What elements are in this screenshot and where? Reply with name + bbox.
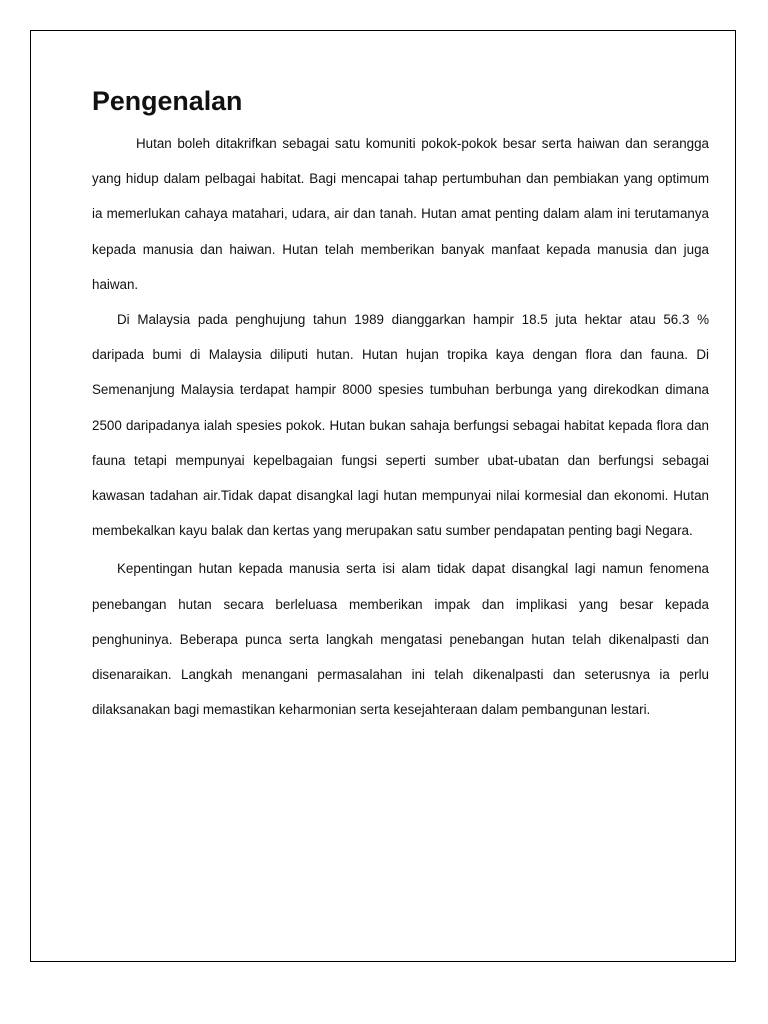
paragraph-introduction: Hutan boleh ditakrifkan sebagai satu komuniti pokok-pokok besar serta haiwan dan serangga yang hidup dalam pelbagai habitat. Bagi mencapai tahap pertumbuhan dan pembiakan yang optimum ia memerlukan cahaya matahari, udara, air dan tanah. Hutan amat penting dalam alam ini terutamanya kepada manusia dan haiwan. Hutan telah memberikan banyak manfaat kepada manusia dan juga haiwan.: [92, 136, 709, 292]
document-body: [92, 86, 709, 727]
paragraph-malaysia-forests: Di Malaysia pada penghujung tahun 1989 dianggarkan hampir 18.5 juta hektar atau 56.3 % daripada bumi di Malaysia diliputi hutan. Hutan hujan tropika kaya dengan flora dan fauna. Di Semenanjung Malaysia terdapat hampir 8000 spesies tumbuhan berbunga yang direkodkan dimana 2500 daripadanya ialah spesies pokok. Hutan bukan sahaja berfungsi sebagai habitat kepada flora dan fauna tetapi mempunyai kepelbagaian fungsi seperti sumber ubat-ubatan dan berfungsi sebagai kawasan tadahan air.Tidak dapat disangkal lagi hutan mempunyai nilai kormesial dan ekonomi. Hutan membekalkan kayu balak dan kertas yang merupakan satu sumber pendapatan penting bagi Negara.: [92, 312, 709, 539]
paragraph-deforestation: Kepentingan hutan kepada manusia serta isi alam tidak dapat disangkal lagi namun fenomena penebangan hutan secara berleluasa memberikan impak dan implikasi yang besar kepada penghuninya. Beberapa punca serta langkah mengatasi penebangan hutan telah dikenalpasti dan disenaraikan. Langkah menangani permasalahan ini telah dikenalpasti dan seterusnya ia perlu dilaksanakan bagi memastikan keharmonian serta kesejahteraan dalam pembangunan lestari.: [92, 561, 709, 718]
document-page: [30, 30, 736, 962]
section-heading: Pengenalan: [92, 86, 243, 116]
